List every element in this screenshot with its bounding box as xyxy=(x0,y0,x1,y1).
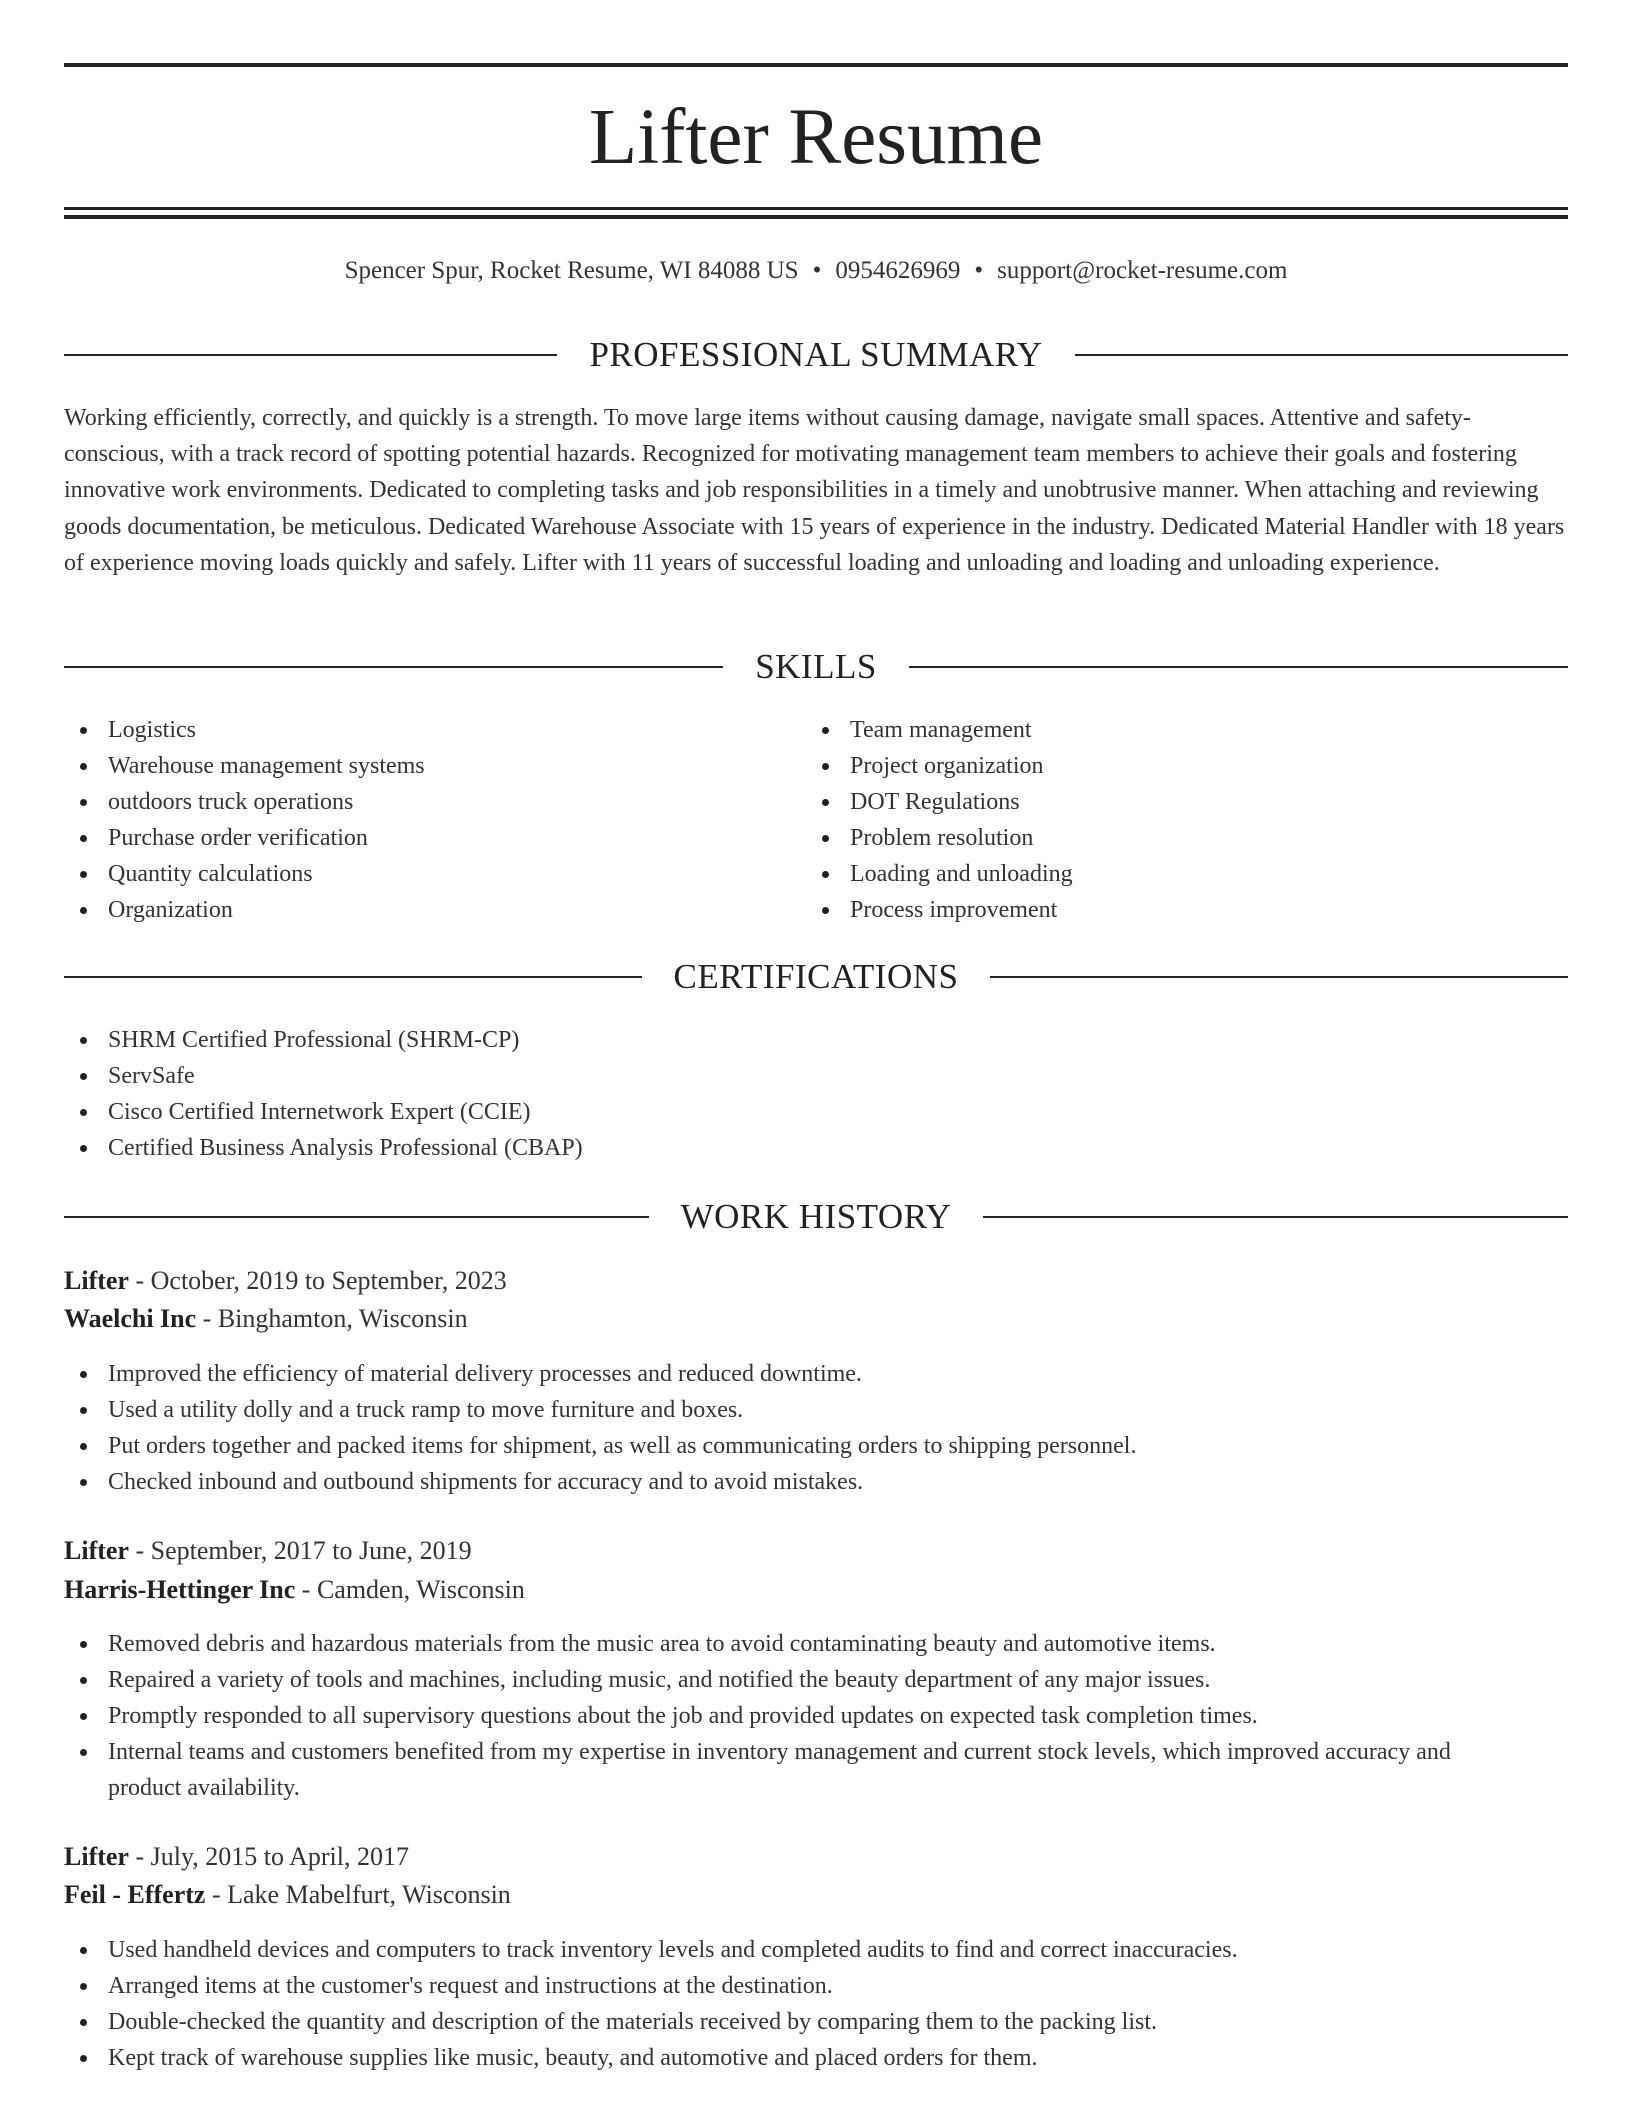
job-duty-item: Promptly responded to all supervisory questions about the job and provided updates on expected task completion times. xyxy=(64,1698,1526,1734)
certification-item: ServSafe xyxy=(64,1058,1568,1094)
skill-item: Team management xyxy=(806,712,1566,748)
section-heading-skills xyxy=(64,644,1568,690)
certification-item: Cisco Certified Internetwork Expert (CCIE) xyxy=(64,1094,1568,1130)
job-company: Harris-Hettinger Inc xyxy=(64,1575,296,1604)
job-duties-list xyxy=(64,1932,1568,2076)
job-dates: - July, 2015 to April, 2017 xyxy=(135,1842,409,1871)
heading-rule xyxy=(64,976,642,978)
heading-rule xyxy=(990,976,1568,978)
job-company: Waelchi Inc xyxy=(64,1304,197,1333)
skill-item: Warehouse management systems xyxy=(64,748,804,784)
job-title-line xyxy=(64,1532,1568,1570)
resume-title: Lifter Resume xyxy=(588,94,1044,181)
job-company-line xyxy=(64,1876,1568,1914)
skill-item: Process improvement xyxy=(806,892,1566,928)
skill-item: Problem resolution xyxy=(806,820,1566,856)
job-duty-item: Checked inbound and outbound shipments for accuracy and to avoid mistakes. xyxy=(64,1464,1568,1500)
skill-item: Purchase order verification xyxy=(64,820,804,856)
contact-email: support@rocket-resume.com xyxy=(997,257,1288,284)
contact-separator: • xyxy=(812,257,822,284)
section-title: WORK HISTORY xyxy=(680,1197,952,1236)
section-title: PROFESSIONAL SUMMARY xyxy=(589,335,1043,374)
title-rule-upper xyxy=(64,207,1568,210)
certification-item: Certified Business Analysis Professional (CBAP) xyxy=(64,1130,1568,1166)
job-title-line xyxy=(64,1838,1568,1876)
job-duty-item: Used handheld devices and computers to track inventory levels and completed audits to find and correct inaccuracies. xyxy=(64,1932,1568,1968)
job-duty-item: Used a utility dolly and a truck ramp to move furniture and boxes. xyxy=(64,1392,1568,1428)
job-title: Lifter xyxy=(64,1842,129,1871)
certification-item: SHRM Certified Professional (SHRM-CP) xyxy=(64,1022,1568,1058)
contact-address: Spencer Spur, Rocket Resume, WI 84088 US xyxy=(344,257,799,284)
job-duty-item: Kept track of warehouse supplies like music, beauty, and automotive and placed orders for them. xyxy=(64,2040,1568,2076)
job-company-line xyxy=(64,1300,1568,1338)
section-title: SKILLS xyxy=(755,647,877,686)
certifications-list xyxy=(64,1022,1568,1166)
contact-phone: 0954626969 xyxy=(835,257,961,284)
summary-paragraph: Working efficiently, correctly, and quickly is a strength. To move large items without causing damage, navigate small spaces. Attentive and safety-conscious, with a track record of spotting potential hazards. Recognized for motivating management team members to achieve their goals and fostering innovative work environments. Dedicated to completing tasks and job responsibilities in a timely and unobtrusive manner. When attaching and reviewing goods documentation, be meticulous. Dedicated Warehouse Associate with 15 years of experience in the industry. Dedicated Material Handler with 18 years of experience moving loads quickly and safely. Lifter with 11 years of successful loading and unloading and loading and unloading experience. xyxy=(64,405,1565,576)
skill-item: Quantity calculations xyxy=(64,856,804,892)
contact-line xyxy=(64,253,1568,289)
job-duty-item: Removed debris and hazardous materials from the music area to avoid contaminating beauty and automotive items. xyxy=(64,1626,1526,1662)
section-heading-work-history xyxy=(64,1194,1568,1240)
job-duties-list xyxy=(64,1356,1568,1500)
heading-rule xyxy=(1075,354,1568,356)
skills-list-left xyxy=(64,712,804,928)
job-duty-item: Improved the efficiency of material delivery processes and reduced downtime. xyxy=(64,1356,1568,1392)
job-dates: - October, 2019 to September, 2023 xyxy=(135,1266,507,1295)
top-rule xyxy=(64,63,1568,67)
job-duty-item: Internal teams and customers benefited from my expertise in inventory management and current stock levels, which improved accuracy and product availability. xyxy=(64,1734,1526,1806)
job-company-line xyxy=(64,1571,1568,1609)
heading-rule xyxy=(64,1216,649,1218)
skill-item: DOT Regulations xyxy=(806,784,1566,820)
job-location: - Camden, Wisconsin xyxy=(301,1575,525,1604)
contact-separator: • xyxy=(974,257,984,284)
skills-list-right xyxy=(806,712,1566,928)
job-title: Lifter xyxy=(64,1266,129,1295)
section-title: CERTIFICATIONS xyxy=(673,957,959,996)
job-duty-item: Arranged items at the customer's request and instructions at the destination. xyxy=(64,1968,1568,2004)
skill-item: Organization xyxy=(64,892,804,928)
skill-item: Project organization xyxy=(806,748,1566,784)
job-duty-item: Put orders together and packed items for shipment, as well as communicating orders to shipping personnel. xyxy=(64,1428,1568,1464)
heading-rule xyxy=(909,666,1568,668)
heading-rule xyxy=(983,1216,1568,1218)
section-heading-summary xyxy=(64,332,1568,378)
job-location: - Binghamton, Wisconsin xyxy=(202,1304,468,1333)
job-duties-list xyxy=(64,1626,1526,1806)
heading-rule xyxy=(64,666,723,668)
section-heading-certifications xyxy=(64,954,1568,1000)
skill-item: Logistics xyxy=(64,712,804,748)
job-title: Lifter xyxy=(64,1536,129,1565)
job-location: - Lake Mabelfurt, Wisconsin xyxy=(211,1880,511,1909)
job-dates: - September, 2017 to June, 2019 xyxy=(135,1536,472,1565)
title-rule-lower xyxy=(64,215,1568,219)
heading-rule xyxy=(64,354,557,356)
job-company: Feil - Effertz xyxy=(64,1880,206,1909)
skill-item: outdoors truck operations xyxy=(64,784,804,820)
job-title-line xyxy=(64,1262,1568,1300)
job-duty-item: Repaired a variety of tools and machines, including music, and notified the beauty department of any major issues. xyxy=(64,1662,1526,1698)
skill-item: Loading and unloading xyxy=(806,856,1566,892)
job-duty-item: Double-checked the quantity and description of the materials received by comparing them to the packing list. xyxy=(64,2004,1568,2040)
